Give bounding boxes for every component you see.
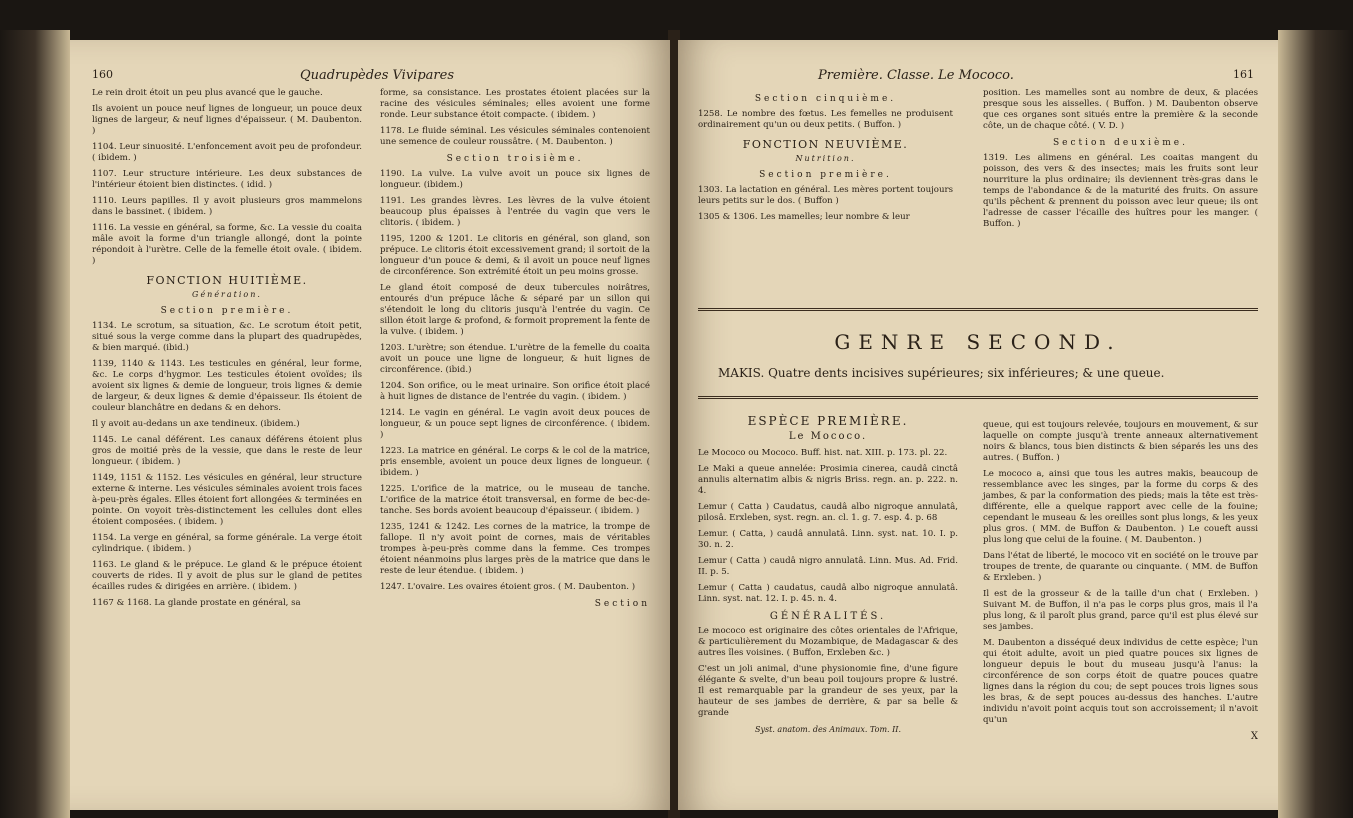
paragraph: 1104. Leur sinuosité. L'enfoncement avoit peu de profondeur. ( ibidem. ) (92, 142, 362, 163)
paragraph: 1235, 1241 & 1242. Les cornes de la matrice, la trompe de fallope. Il n'y avoit point de cornes, mais de véritables trompes à-peu-près comme dans la femme. Ces trompes étoient néanmoins plus larges près de la matrice que dans le reste de leur étendue. ( ibidem. ) (380, 522, 650, 576)
paragraph: 1247. L'ovaire. Les ovaires étoient gros. ( M. Daubenton. ) (380, 582, 636, 592)
makis-description: MAKIS. Quatre dents incisives supérieures; six inférieures; & une queue. (718, 366, 1165, 380)
paragraph: Lemur ( Catta ) caudatus, caudâ albo nigroque annulatâ. Linn. syst. nat. 12. I. p. 45. n. 4. (698, 583, 958, 604)
section-title: Section première. (759, 170, 892, 180)
paragraph: position. Les mamelles sont au nombre de deux, & placées presque sous les aisselles. ( Buffon. ) M. Daubenton observe que ces organes sont situés entre la première & la seconde côte, un de chaque côté. ( V. D. ) (983, 88, 1258, 131)
paragraph: Le rein droit étoit un peu plus avancé que le gauche. (92, 88, 323, 98)
paragraph: 1149, 1151 & 1152. Les vésicules en général, leur structure externe & interne. Les vésicules séminales avoient trois faces à-peu-près égales. Elles étoient fort allongées & terminées en pointe. On voyoit très-distinctement les cellules dont elles étoient composées. ( ibidem. ) (92, 473, 362, 527)
paragraph: forme, sa consistance. Les prostates étoient placées sur la racine des vésicules séminales; elles avoient une forme ronde. Leur substance étoit compacte. ( ibidem. ) (380, 88, 650, 120)
right-column-1 (698, 88, 953, 228)
section-title: Section cinquième. (754, 94, 897, 104)
section-title: Section première. (160, 306, 294, 316)
fonction-subtitle: Nutrition. (795, 154, 856, 163)
paragraph: Le mococo a, ainsi que tous les autres makis, beaucoup de ressemblance avec les singes, par la forme du corps & des jambes, & par la conformation des pieds; mais la tête est très-différente, elle a quelque rapport avec celle de la fouine; cependant le museau & les oreilles sont plus longs, & les yeux plus gros. ( MM. de Buffon & Daubenton. ) Le coueft aussi plus long que celui de la fouine. ( M. Daubenton. ) (983, 469, 1258, 545)
paragraph: Ils avoient un pouce neuf lignes de longueur, un pouce deux lignes de largeur, & neuf lignes d'épaisseur. ( M. Daubenton. ) (92, 104, 362, 136)
right-page-number: 161 (1233, 68, 1254, 81)
fonction-subtitle: Génération. (192, 290, 262, 299)
signature-mark: X (1250, 731, 1258, 742)
double-rule (698, 308, 1258, 311)
paragraph: 1214. Le vagin en général. Le vagin avoit deux pouces de longueur, & un pouce sept lignes de circonférence. ( ibidem. ) (380, 408, 650, 440)
paragraph: 1191. Les grandes lèvres. Les lèvres de la vulve étoient beaucoup plus épaisses à l'entrée du vagin que vers le clitoris. ( ibidem. ) (380, 196, 650, 228)
page-footer: Syst. anatom. des Animaux. Tom. II. (755, 725, 901, 734)
double-rule (698, 396, 1258, 399)
left-book-edge (0, 30, 70, 818)
paragraph: 1258. Le nombre des fœtus. Les femelles ne produisent ordinairement qu'un ou deux petits. ( Buffon. ) (698, 109, 953, 130)
paragraph: 1163. Le gland & le prépuce. Le gland & le prépuce étoient couverts de rides. Il y avoit de plus sur le gland de petites écailles rudes & dirigées en arrière. ( ibidem. ) (92, 560, 362, 592)
paragraph: queue, qui est toujours relevée, toujours en mouvement, & sur laquelle on compte jusqu'à trente anneaux alternativement noirs & blancs, tous bien distincts & bien séparés les uns des autres. ( Buffon. ) (983, 420, 1258, 463)
paragraph: 1203. L'urètre; son étendue. L'urètre de la femelle du coaita avoit un pouce une ligne de longueur, & huit lignes de circonférence. (ibid.) (380, 343, 650, 375)
paragraph: 1139, 1140 & 1143. Les testicules en général, leur forme, &c. Le corps d'hygmor. Les testicules étoient ovoïdes; ils avoient six lignes & demie de longueur, trois lignes & demie de largeur, & deux lignes & demie d'épaisseur. Ils étoient de couleur blanchâtre en dedans & en dehors. (92, 359, 362, 413)
paragraph: 1190. La vulve. La vulve avoit un pouce six lignes de longueur. (ibidem.) (380, 169, 650, 190)
paragraph: Dans l'état de liberté, le mococo vit en société on le trouve par troupes de trente, de quarante ou cinquante. ( MM. de Buffon & Erxleben. ) (983, 551, 1258, 583)
paragraph: 1305 & 1306. Les mamelles; leur nombre & leur (698, 212, 910, 222)
generalites-title: GÉNÉRALITÉS. (769, 611, 887, 622)
left-page (70, 40, 670, 810)
section-title: Section troisième. (446, 154, 584, 164)
paragraph: 1107. Leur structure intérieure. Les deux substances de l'intérieur étoient bien distinctes. ( idid. ) (92, 169, 362, 190)
genre-title: GENRE SECOND. (834, 330, 1122, 354)
paragraph: 1195, 1200 & 1201. Le clitoris en général, son gland, son prépuce. Le clitoris étoit excessivement grand; il sortoit de la longueur d'un pouce & demi, & il avoit un pouce neuf lignes de circonférence. Son extrémité étoit un peu moins grosse. (380, 234, 650, 277)
paragraph: Lemur ( Catta ) Caudatus, caudâ albo nigroque annulatâ, pilosâ. Erxleben, syst. regn. an. cl. 1. g. 7. esp. 4. p. 68 (698, 502, 958, 523)
paragraph: M. Daubenton a disséqué deux individus de cette espèce; l'un qui étoit adulte, avoit un pied quatre pouces six lignes de longueur depuis le bout du museau jusqu'à l'anus: la circonférence de son corps étoit de quatre pouces quatre lignes dans la région du cou; de sept pouces trois lignes sous les bras, & de sept pouces au-dessus des hanches. L'autre individu n'avoit point acquis tout son accroissement; il n'avoit qu'un (983, 638, 1258, 725)
paragraph: 1319. Les alimens en général. Les coaitas mangent du poisson, des vers & des insectes; mais les fruits sont leur nourriture la plus ordinaire; ils deviennent très-gras dans le temps de l'abondance & de la maturité des fruits. On assure qu'ils pêchent & prennent du poisson avec leur queue; ils ont l'adresse de casser l'écaille des huîtres pour les manger. ( Buffon. ) (983, 153, 1258, 229)
paragraph: 1154. La verge en général, sa forme générale. La verge étoit cylindrique. ( ibidem. ) (92, 533, 362, 554)
paragraph: 1223. La matrice en général. Le corps & le col de la matrice, pris ensemble, avoient un pouce deux lignes de longueur. ( ibidem. ) (380, 446, 650, 478)
fonction-title: FONCTION HUITIÈME. (146, 274, 308, 287)
section-title: Section deuxième. (1053, 138, 1188, 148)
paragraph: 1167 & 1168. La glande prostate en général, sa (92, 598, 301, 608)
right-column-3 (698, 412, 958, 735)
paragraph: Le mococo est originaire des côtes orientales de l'Afrique, & particulièrement du Mozambique, de Madagascar & des autres îles voisines. ( Buffon, Erxleben &c. ) (698, 626, 958, 658)
left-running-head: Quadrupèdes Vivipares (300, 68, 454, 83)
paragraph: Il est de la grosseur & de la taille d'un chat ( Erxleben. ) Suivant M. de Buffon, il n'a pas le corps plus gros, mais il l'a plus long, & il paroît plus grand, parce qu'il est plus élevé sur ses jambes. (983, 589, 1258, 632)
paragraph: 1204. Son orifice, ou le meat urinaire. Son orifice étoit placé à huit lignes de distance de l'entrée du vagin. ( ibidem. ) (380, 381, 650, 402)
paragraph: 1303. La lactation en général. Les mères portent toujours leurs petits sur le dos. ( Buffon ) (698, 185, 953, 206)
fonction-title: FONCTION NEUVIÈME. (742, 138, 909, 151)
espece-title: ESPÈCE PREMIÈRE. (747, 414, 909, 428)
left-page-number: 160 (92, 68, 113, 81)
paragraph: Le gland étoit composé de deux tubercules noirâtres, entourés d'un prépuce lâche & séparé par un sillon qui s'étendoit le long du clitoris jusqu'à l'entrée du vagin. Ce sillon étoit large & profond, & formoit proprement la fente de la vulve. ( ibidem. ) (380, 283, 650, 337)
paragraph: 1145. Le canal déférent. Les canaux déférens étoient plus gros de moitié près de la vessie, que dans le reste de leur longueur. ( ibidem. ) (92, 435, 362, 467)
right-column-4 (983, 420, 1258, 742)
paragraph: C'est un joli animal, d'une physionomie fine, d'une figure élégante & svelte, d'un beau poil toujours propre & lustré. Il est remarquable par la grandeur de ses yeux, par la hauteur de ses jambes de derrière, & par sa belle & grande (698, 664, 958, 718)
paragraph: Lemur ( Catta ) caudâ nigro annulatâ. Linn. Mus. Ad. Frid. II. p. 5. (698, 556, 958, 577)
left-column-2 (380, 88, 650, 614)
paragraph: 1225. L'orifice de la matrice, ou le museau de tanche. L'orifice de la matrice étoit transversal, en forme de bec-de-tanche. Ses bords avoient beaucoup d'épaisseur. ( ibidem. ) (380, 484, 650, 516)
paragraph: 1116. La vessie en général, sa forme, &c. La vessie du coaita mâle avoit la forme d'un triangle allongé, dont la pointe répondoit à l'urètre. Celle de la femelle étoit ovale. ( ibidem. ) (92, 223, 362, 266)
paragraph: Le Mococo ou Mococo. Buff. hist. nat. XIII. p. 173. pl. 22. (698, 448, 948, 458)
paragraph: 1134. Le scrotum, sa situation, &c. Le scrotum étoit petit, situé sous la verge comme dans la plupart des quadrupèdes, & bien marqué. (ibid.) (92, 321, 362, 353)
paragraph: Le Maki a queue annelée: Prosimia cinerea, caudâ cinctâ annulis alternatim albis & nigris Briss. regn. an. p. 222. n. 4. (698, 464, 958, 496)
right-running-head: Première. Classe. Le Mococo. (818, 68, 1014, 83)
species-name: Le Mococo. (788, 431, 868, 442)
right-column-2 (983, 88, 1258, 235)
paragraph: 1110. Leurs papilles. Il y avoit plusieurs gros mammelons dans le bassinet. ( ibidem. ) (92, 196, 362, 217)
left-column-1 (92, 88, 362, 614)
paragraph: Il y avoit au-dedans un axe tendineux. (ibidem.) (92, 419, 300, 429)
right-page (678, 40, 1278, 810)
catchword: Section (594, 599, 650, 609)
paragraph: Lemur. ( Catta, ) caudâ annulatâ. Linn. syst. nat. 10. I. p. 30. n. 2. (698, 529, 958, 550)
right-book-edge (1278, 30, 1353, 818)
paragraph: 1178. Le fluide séminal. Les vésicules séminales contenoient une semence de couleur roussâtre. ( M. Daubenton. ) (380, 126, 650, 147)
